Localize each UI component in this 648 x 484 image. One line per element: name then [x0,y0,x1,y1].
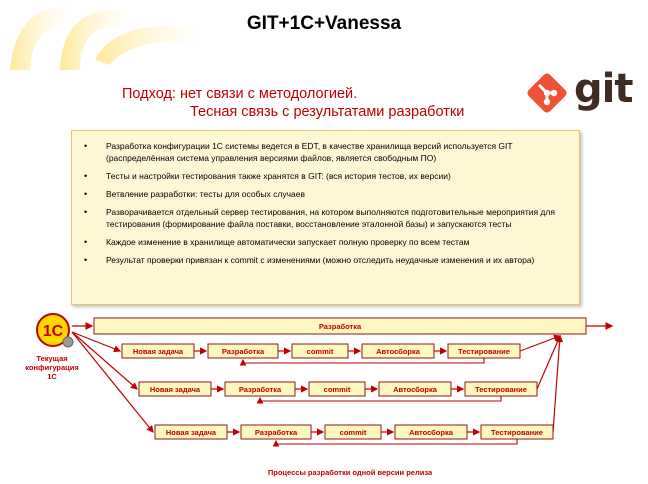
process-box-label: Разработка [221,347,265,356]
process-diagram [0,300,648,484]
main-development-bar [72,318,612,334]
gear-icon [63,337,73,347]
process-box-label: Разработка [238,385,282,394]
process-box-label: Тестирование [491,428,543,437]
process-box-label: Тестирование [458,347,510,356]
bullet-panel [71,130,580,305]
diagram-caption: Процессы разработки одной версии релиза [267,468,433,477]
1c-logo-text: 1С [42,323,64,340]
process-box-label: Разработка [254,428,298,437]
process-row [72,332,560,401]
approach-line-2: Тесная связь с результатами разработки [190,104,465,120]
process-rows [72,332,560,444]
process-box-label: Тестирование [475,385,527,394]
approach-text [122,85,464,121]
background-1c-decoration [0,0,220,80]
bullet-item: • Каждое изменение в хранилище автоматически запускает полную проверку по всем тестам [84,236,571,248]
process-box-label: Новая задача [132,347,184,356]
main-bar-label: Разработка [318,322,362,331]
git-logo-text: git [574,66,633,112]
process-box-label: commit [339,428,367,437]
process-box-label: commit [323,385,351,394]
process-row [72,332,560,363]
bullet-item: • Разворачивается отдельный сервер тестирования, на котором выполняются подготовительные мероприятия для тестирования (формирование файла поставки, восстановление эталонной базы) и запускаются тесты [84,206,571,230]
process-box-label: Автосборка [376,347,420,356]
process-box-label: Новая задача [149,385,201,394]
process-box-label: commit [306,347,334,356]
git-logo [524,66,634,118]
bullet-item: • Разработка конфигурации 1С системы ведется в EDT, в качестве хранилища версий используется GIT (распределённая система управления версиями файлов, является свободным ПО) [84,140,571,164]
slide-title: GIT+1C+Vanessa [246,13,402,34]
current-config-label: Текущая конфигурация 1С [25,354,79,381]
bullet-item: • Результат проверки привязан к commit с изменениями (можно отследить неудачные изменения и их автора) [84,254,571,266]
process-box-label: Автосборка [393,385,437,394]
process-box-label: Новая задача [165,428,217,437]
process-box-label: Автосборка [409,428,453,437]
bullet-item: • Тесты и настройки тестирования также хранятся в GIT: (вся история тестов, их версии) [84,170,571,182]
bullet-list [84,140,571,266]
git-icon [524,70,570,116]
approach-line-1: Подход: нет связи с методологией. [122,86,358,102]
1c-logo [37,314,73,347]
bullet-item: • Ветвление разработки: тесты для особых случаев [84,188,571,200]
